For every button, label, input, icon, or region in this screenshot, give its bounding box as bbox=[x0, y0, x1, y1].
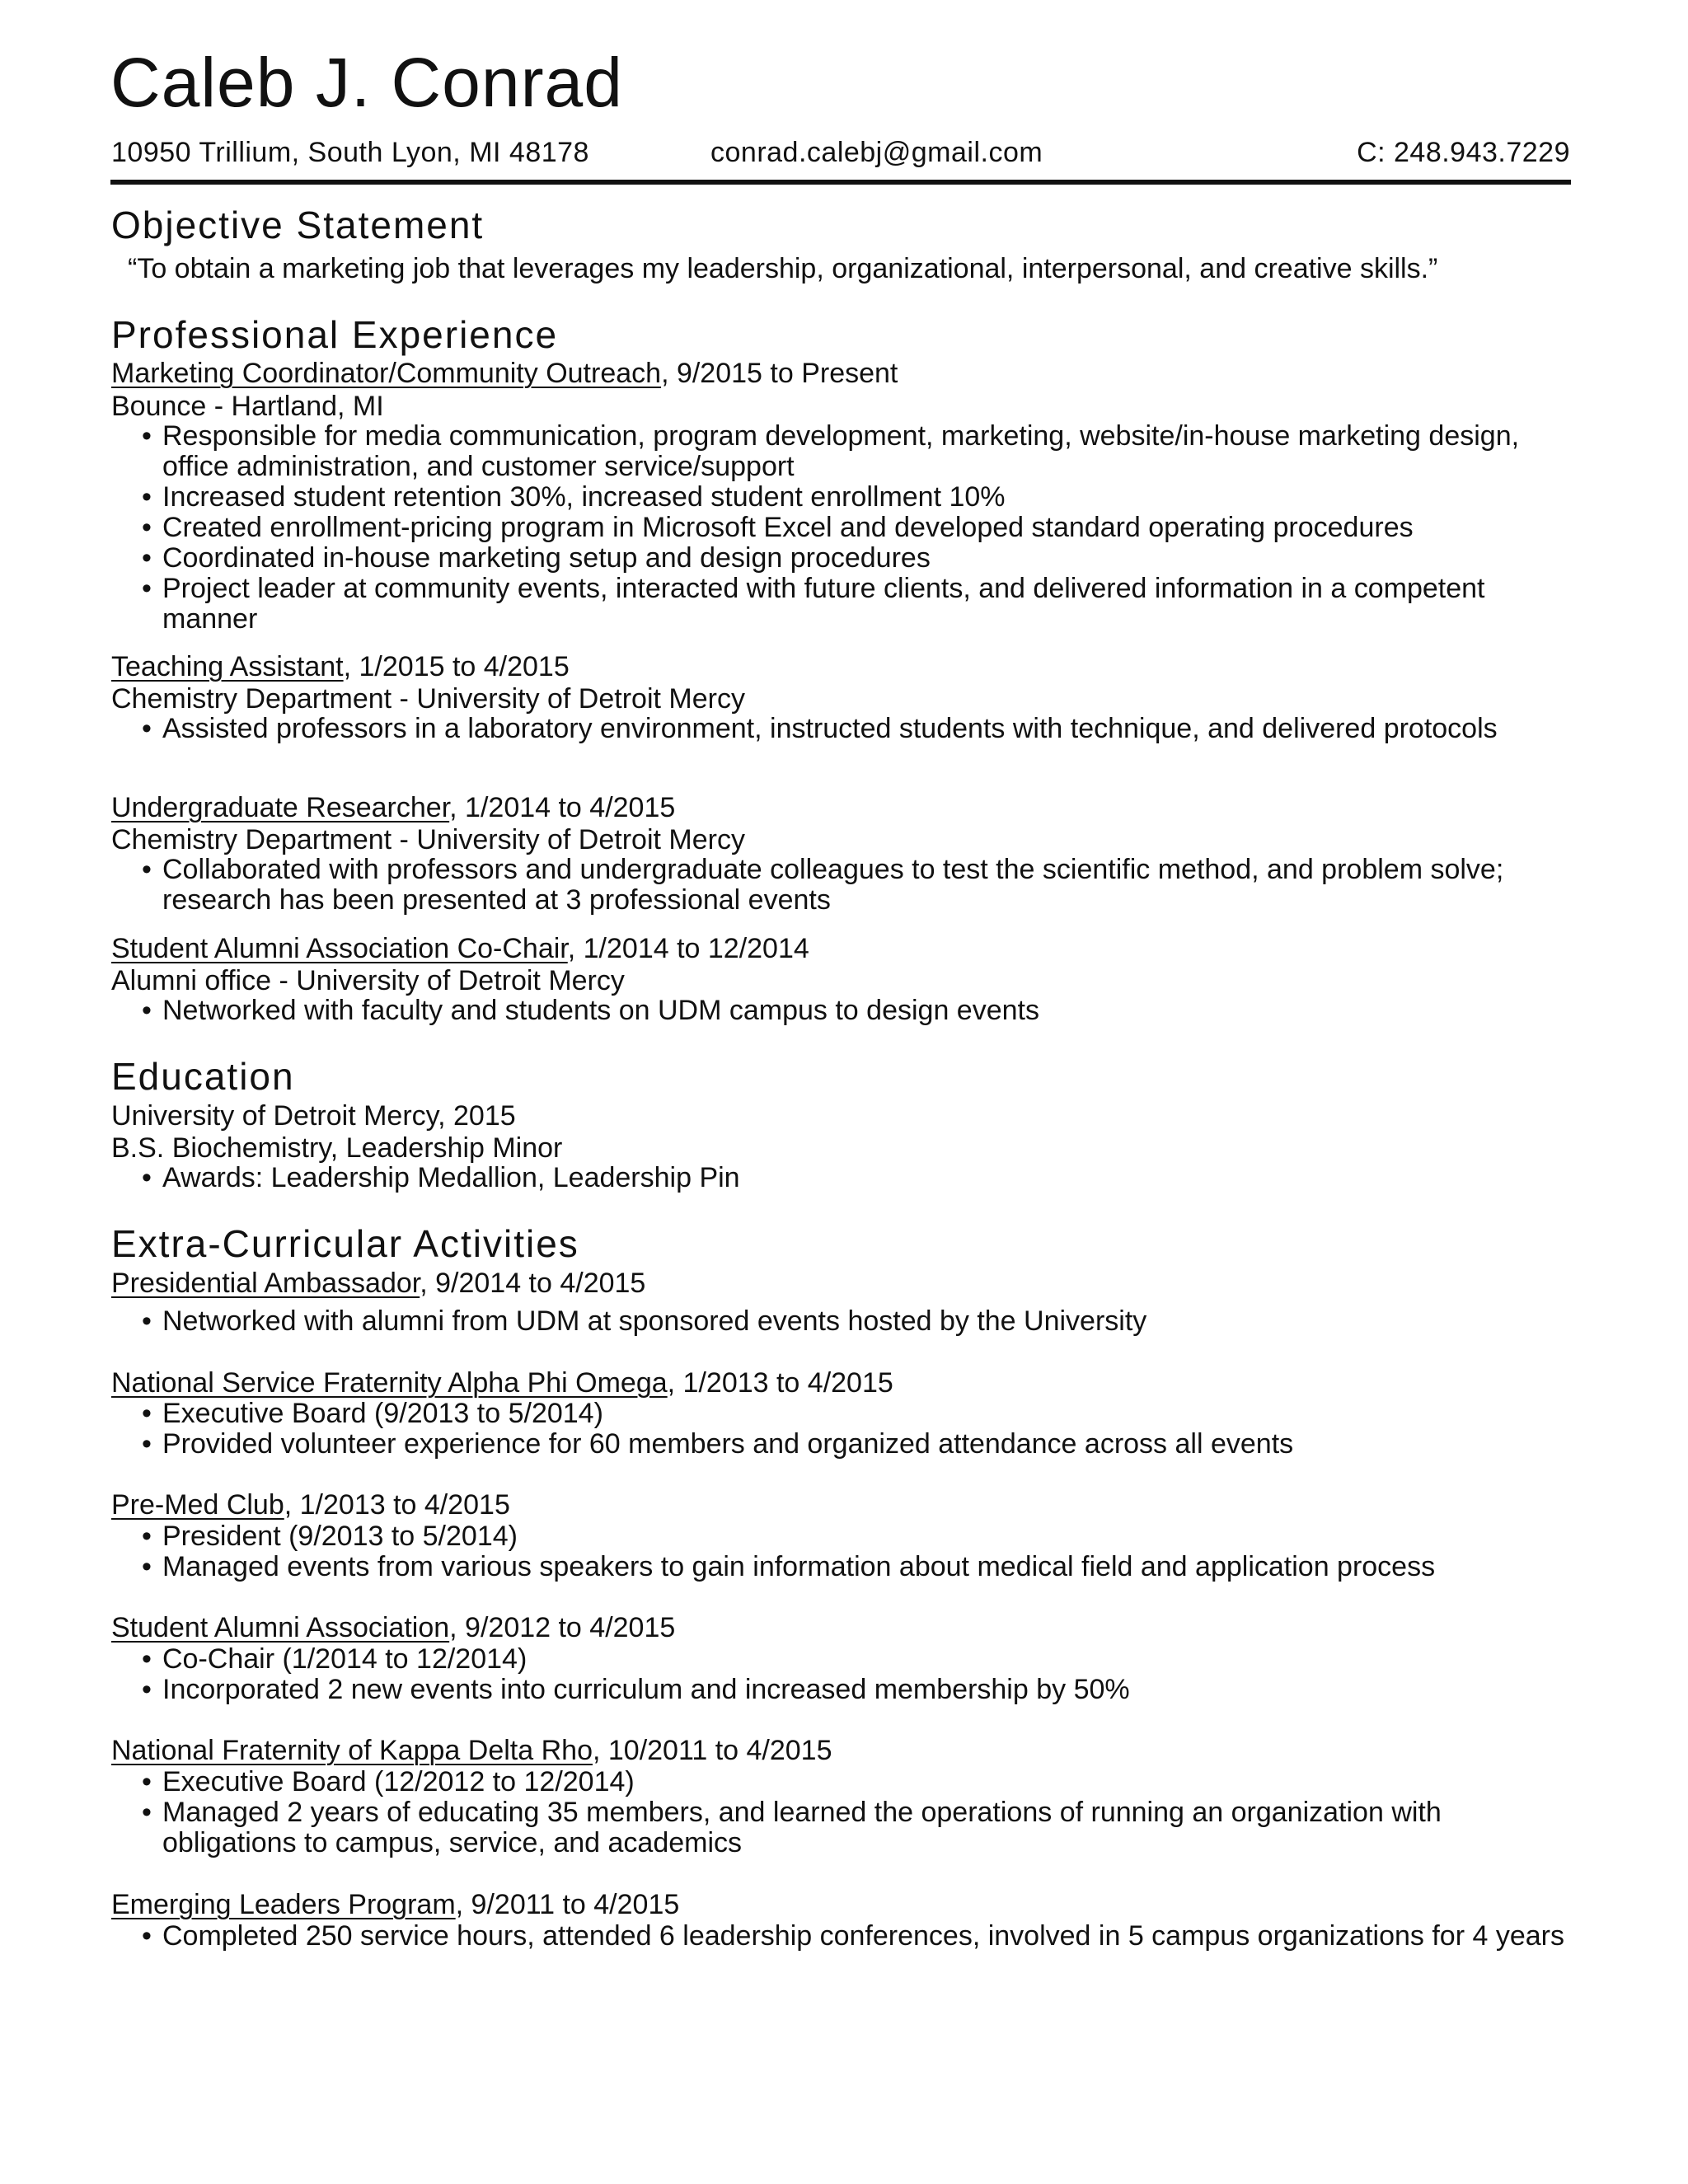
activity-bullet: • Managed events from various speakers to gain information about medical field and application process bbox=[142, 1551, 1436, 1582]
activity-title-line bbox=[111, 1889, 679, 1920]
activity-title: Emerging Leaders Program bbox=[111, 1889, 456, 1920]
job-dates: , 1/2014 to 4/2015 bbox=[449, 792, 676, 823]
bullet-icon: • bbox=[142, 420, 152, 452]
activity-dates: , 10/2011 to 4/2015 bbox=[592, 1735, 832, 1766]
job-title-line bbox=[111, 651, 570, 682]
candidate-name: Caleb J. Conrad bbox=[110, 44, 623, 121]
job-bullet: • Coordinated in-house marketing setup and design procedures bbox=[142, 542, 931, 574]
job-organization: Alumni office - University of Detroit Mercy bbox=[111, 965, 625, 996]
objective-heading: Objective Statement bbox=[111, 204, 485, 246]
bullet-icon: • bbox=[142, 995, 152, 1026]
job-organization: Chemistry Department - University of Detroit Mercy bbox=[111, 683, 745, 715]
job-title: Student Alumni Association Co-Chair bbox=[111, 933, 568, 964]
job-bullet: • Responsible for media communication, program development, marketing, website/in-house marketing design, office administration, and customer service/support bbox=[142, 420, 1520, 482]
education-heading: Education bbox=[111, 1055, 295, 1098]
activity-title-line bbox=[111, 1367, 893, 1399]
job-dates: , 9/2015 to Present bbox=[661, 358, 898, 389]
bullet-icon: • bbox=[142, 573, 152, 604]
bullet-icon: • bbox=[142, 854, 152, 885]
activity-title-line bbox=[111, 1268, 645, 1299]
education-degree: B.S. Biochemistry, Leadership Minor bbox=[111, 1132, 563, 1164]
activity-dates: , 9/2011 to 4/2015 bbox=[455, 1889, 680, 1920]
bullet-icon: • bbox=[142, 1674, 152, 1705]
activity-bullet: • Managed 2 years of educating 35 members, and learned the operations of running an organization with obligations to campus, service, and academics bbox=[142, 1797, 1442, 1858]
bullet-icon: • bbox=[142, 1643, 152, 1675]
job-bullet: • Project leader at community events, interacted with future clients, and delivered information in a competent manner bbox=[142, 573, 1485, 635]
bullet-icon: • bbox=[142, 542, 152, 574]
activity-bullet: • Co-Chair (1/2014 to 12/2014) bbox=[142, 1643, 528, 1675]
education-bullet: • Awards: Leadership Medallion, Leadership Pin bbox=[142, 1162, 740, 1193]
bullet-icon: • bbox=[142, 713, 152, 744]
activity-dates: , 9/2012 to 4/2015 bbox=[449, 1612, 676, 1643]
job-title-line bbox=[111, 792, 675, 823]
education-school: University of Detroit Mercy, 2015 bbox=[111, 1100, 516, 1132]
job-organization: Bounce - Hartland, MI bbox=[111, 391, 384, 422]
job-title: Undergraduate Researcher bbox=[111, 792, 450, 823]
activity-title: Student Alumni Association bbox=[111, 1612, 450, 1643]
job-bullet: • Collaborated with professors and undergraduate colleagues to test the scientific method, and problem solve; research has been presented at 3 professional events bbox=[142, 854, 1504, 916]
activity-title: National Fraternity of Kappa Delta Rho bbox=[111, 1735, 593, 1766]
bullet-icon: • bbox=[142, 1305, 152, 1337]
activity-title-line bbox=[111, 1612, 675, 1643]
activity-title: National Service Fraternity Alpha Phi Omega bbox=[111, 1367, 668, 1399]
activity-dates: , 1/2013 to 4/2015 bbox=[667, 1367, 893, 1399]
activity-bullet: • President (9/2013 to 5/2014) bbox=[142, 1521, 518, 1552]
job-title: Teaching Assistant bbox=[111, 651, 344, 682]
activity-title-line bbox=[111, 1735, 832, 1766]
header-divider bbox=[110, 180, 1571, 185]
activity-bullet: • Completed 250 service hours, attended 6 leadership conferences, involved in 5 campus organizations for 4 years bbox=[142, 1920, 1564, 1952]
activity-bullet: • Incorporated 2 new events into curriculum and increased membership by 50% bbox=[142, 1674, 1130, 1705]
activity-dates: , 9/2014 to 4/2015 bbox=[420, 1268, 646, 1299]
job-bullet: • Created enrollment-pricing program in Microsoft Excel and developed standard operating procedures bbox=[142, 512, 1414, 543]
activity-bullet: • Executive Board (9/2013 to 5/2014) bbox=[142, 1398, 603, 1429]
job-dates: , 1/2015 to 4/2015 bbox=[343, 651, 570, 682]
job-organization: Chemistry Department - University of Detroit Mercy bbox=[111, 824, 745, 855]
activity-title-line bbox=[111, 1489, 510, 1521]
activities-heading: Extra-Curricular Activities bbox=[111, 1222, 579, 1265]
bullet-icon: • bbox=[142, 1521, 152, 1552]
bullet-icon: • bbox=[142, 512, 152, 543]
job-title-line bbox=[111, 358, 898, 389]
activity-bullet: • Executive Board (12/2012 to 12/2014) bbox=[142, 1766, 635, 1797]
job-title-line bbox=[111, 933, 809, 964]
address: 10950 Trillium, South Lyon, MI 48178 bbox=[111, 137, 589, 168]
bullet-icon: • bbox=[142, 481, 152, 513]
job-dates: , 1/2014 to 12/2014 bbox=[567, 933, 809, 964]
job-bullet: • Increased student retention 30%, increased student enrollment 10% bbox=[142, 481, 1006, 513]
activity-bullet: • Networked with alumni from UDM at sponsored events hosted by the University bbox=[142, 1305, 1147, 1337]
job-bullet: • Assisted professors in a laboratory environment, instructed students with technique, and delivered protocols bbox=[142, 713, 1498, 744]
bullet-icon: • bbox=[142, 1162, 152, 1193]
activity-dates: , 1/2013 to 4/2015 bbox=[284, 1489, 510, 1521]
objective-text: “To obtain a marketing job that leverages my leadership, organizational, interpersonal, and creative skills.” bbox=[128, 253, 1438, 284]
bullet-icon: • bbox=[142, 1766, 152, 1797]
contact-line bbox=[111, 137, 1570, 173]
bullet-icon: • bbox=[142, 1920, 152, 1952]
bullet-icon: • bbox=[142, 1398, 152, 1429]
job-title: Marketing Coordinator/Community Outreach bbox=[111, 358, 662, 389]
job-bullet: • Networked with faculty and students on UDM campus to design events bbox=[142, 995, 1039, 1026]
bullet-icon: • bbox=[142, 1551, 152, 1582]
bullet-icon: • bbox=[142, 1428, 152, 1460]
activity-title: Presidential Ambassador bbox=[111, 1268, 420, 1299]
phone-number: C: 248.943.7229 bbox=[1357, 137, 1570, 168]
bullet-icon: • bbox=[142, 1797, 152, 1828]
activity-title: Pre-Med Club bbox=[111, 1489, 284, 1521]
experience-heading: Professional Experience bbox=[111, 313, 559, 356]
activity-bullet: • Provided volunteer experience for 60 members and organized attendance across all events bbox=[142, 1428, 1294, 1460]
email-address: conrad.calebj@gmail.com bbox=[710, 137, 1043, 168]
